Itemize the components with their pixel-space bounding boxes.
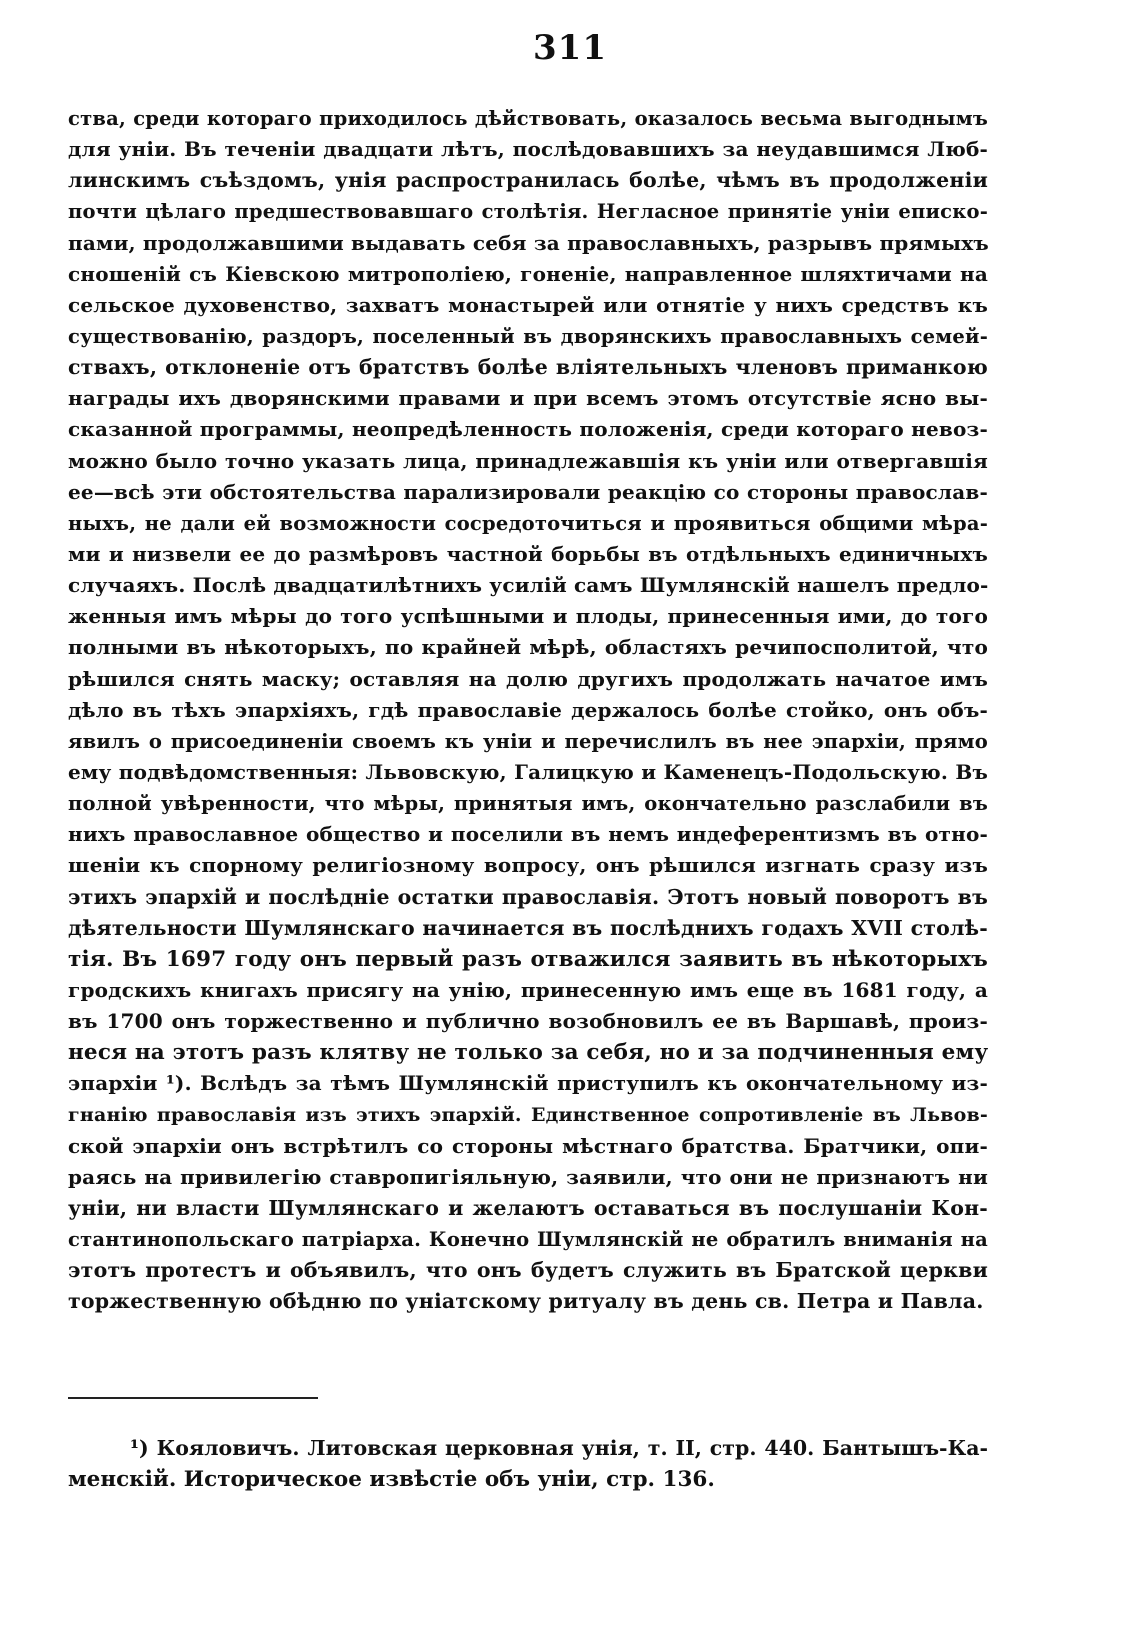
text-line: пами, продолжавшими выдавать себя за православныхъ, разрывъ прямыхъ [68, 230, 989, 255]
text-line: рѣшился снять маску; оставляя на долю другихъ продолжать начатое имъ [68, 666, 988, 691]
footnote-divider [68, 1397, 318, 1399]
text-line: сношеній съ Кіевскою митрополіею, гоненіе, направленное шляхтичами на [68, 261, 988, 286]
text-line: полными въ нѣкоторыхъ, по крайней мѣрѣ, областяхъ речипосполитой, что [68, 635, 988, 660]
text-line: нихъ православное общество и поселили въ немъ индеферентизмъ въ отно- [68, 822, 988, 847]
text-line: ему подвѣдомственныя: Львовскую, Галицкую и Каменецъ-Подольскую. Въ [68, 759, 988, 784]
text-line: дѣло въ тѣхъ эпархіяхъ, гдѣ православіе держалось болѣе стойко, онъ объ- [68, 697, 988, 722]
text-line: торжественную обѣдню по уніатскому ритуалу въ день св. Петра и Павла. [68, 1289, 984, 1314]
text-line: уніи, ни власти Шумлянскаго и желаютъ оставаться въ послушаніи Кон- [68, 1195, 988, 1220]
text-line: гродскихъ книгахъ присягу на унію, принесенную имъ еще въ 1681 году, а [68, 977, 988, 1002]
text-line: почти цѣлаго предшествовавшаго столѣтія. Негласное принятіе уніи еписко- [68, 200, 988, 224]
text-line: этихъ эпархій и послѣдніе остатки православія. Этотъ новый поворотъ въ [68, 884, 988, 909]
text-line: гнанію православія изъ этихъ эпархій. Единственное сопротивленіе въ Львов- [68, 1103, 988, 1126]
text-line: этотъ протестъ и объявилъ, что онъ будетъ служить въ Братской церкви [68, 1258, 988, 1283]
text-line: ныхъ, не дали ей возможности сосредоточиться и проявиться общими мѣра- [68, 511, 988, 535]
text-line: ства, среди котораго приходилось дѣйствовать, оказалось весьма выгоднымъ [68, 107, 988, 130]
text-line: ми и низвели ее до размѣровъ частной борьбы въ отдѣльныхъ единичныхъ [68, 541, 988, 566]
text-line: неся на этотъ разъ клятву не только за себя, но и за подчиненныя ему [68, 1040, 989, 1066]
text-line: полной увѣренности, что мѣры, принятыя имъ, окончательно разслабили въ [68, 792, 988, 816]
text-line: можно было точно указать лица, принадлежавшія къ уніи или отвергавшія [68, 448, 988, 473]
text-line: женныя имъ мѣры до того успѣшными и плоды, принесенныя ими, до того [68, 604, 988, 629]
text-line: шеніи къ спорному религіозному вопросу, онъ рѣшился изгнать сразу изъ [68, 853, 988, 878]
text-line: случаяхъ. Послѣ двадцатилѣтнихъ усилій самъ Шумлянскій нашелъ предло- [68, 573, 989, 598]
page-number: 311 [533, 28, 607, 68]
text-line: эпархіи ¹). Вслѣдъ за тѣмъ Шумлянскій приступилъ къ окончательному из- [68, 1071, 988, 1096]
footnote-line [68, 1432, 988, 1464]
text-line: раясь на привилегію ставропигіяльную, заявили, что они не признаютъ ни [68, 1164, 988, 1189]
text-line: тія. Въ 1697 году онъ первый разъ отважился заявить въ нѣкоторыхъ [68, 946, 988, 972]
text-line: линскимъ съѣздомъ, унія распространилась болѣе, чѣмъ въ продолженіи [68, 168, 988, 193]
text-line: дѣятельности Шумлянскаго начинается въ послѣднихъ годахъ XVII столѣ- [68, 915, 988, 940]
text-line: явилъ о присоединеніи своемъ къ уніи и перечислилъ въ нее эпархіи, прямо [68, 729, 988, 753]
main-text [68, 103, 988, 1317]
footnote-marker: ¹) [130, 1436, 149, 1460]
footnote-text: Кояловичъ. Литовская церковная унія, т. II, стр. 440. Бантышъ-Ка- [156, 1436, 989, 1460]
text-line: сказанной программы, неопредѣленность положенія, среди котораго невоз- [68, 417, 988, 442]
text-line: сельское духовенство, захватъ монастырей или отнятіе у нихъ средствъ къ [68, 292, 988, 317]
text-line: существованію, раздоръ, поселенный въ дворянскихъ православныхъ семей- [68, 324, 988, 348]
text-line: въ 1700 онъ торжественно и публично возобновилъ ее въ Варшавѣ, произ- [68, 1009, 988, 1034]
text-line: ской эпархіи онъ встрѣтилъ со стороны мѣстнаго братства. Братчики, опи- [68, 1133, 988, 1158]
text-line: стантинопольскаго патріарха. Конечно Шумлянскій не обратилъ вниманія на [68, 1228, 988, 1252]
footnote [68, 1432, 988, 1496]
text-line: ствахъ, отклоненіе отъ братствъ болѣе вліятельныхъ членовъ приманкою [68, 355, 988, 380]
text-line: для уніи. Въ теченіи двадцати лѣтъ, послѣдовавшихъ за неудавшимся Люб- [68, 137, 988, 162]
text-line: ее—всѣ эти обстоятельства парализировали реакцію со стороны православ- [68, 479, 988, 504]
text-line: награды ихъ дворянскими правами и при всемъ этомъ отсутствіе ясно вы- [68, 386, 988, 411]
footnote-line: менскій. Историческое извѣстіе объ уніи, стр. 136. [68, 1467, 715, 1492]
